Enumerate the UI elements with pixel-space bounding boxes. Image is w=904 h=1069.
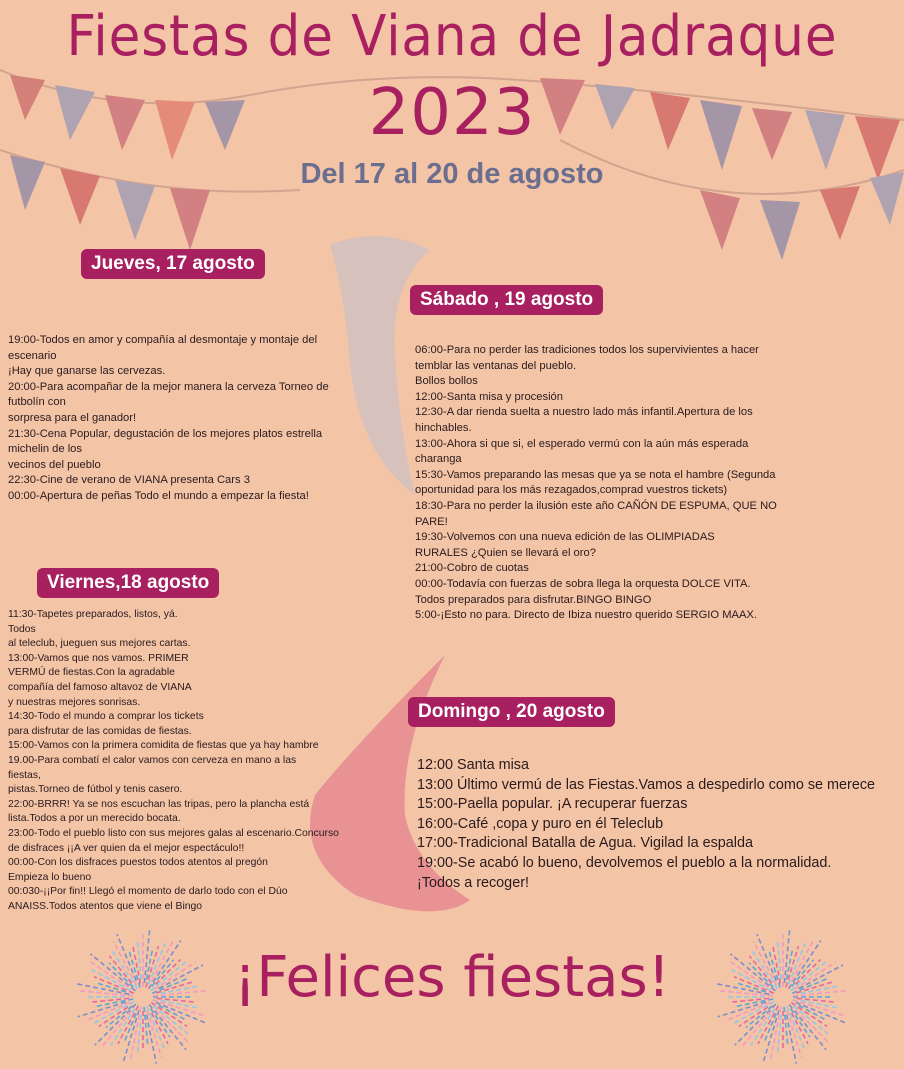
schedule-line: de disfraces ¡¡A ver quien da el mejor espectáculo!! xyxy=(8,842,245,854)
schedule-line: charanga xyxy=(415,453,462,466)
firework-ray xyxy=(794,1006,828,1034)
schedule-line: 19:00-Se acabó lo bueno, devolvemos el pueblo a la normalidad. xyxy=(417,854,832,871)
schedule-line: 15:30-Vamos preparando las mesas que ya se nota el hambre (Segunda xyxy=(415,468,776,481)
day-header-saturday: Sábado , 19 agosto xyxy=(410,285,603,315)
schedule-line: Todos preparados para disfrutar.BINGO BINGO xyxy=(415,593,652,606)
schedule-line: 18:30-Para no perder la ilusión este año CAÑÓN DE ESPUMA, QUE NO xyxy=(415,499,777,512)
schedule-line: 21:30-Cena Popular, degustación de los mejores platos estrella xyxy=(8,427,323,440)
schedule-line: lista.Todos a por un merecido bocata. xyxy=(8,813,181,825)
schedule-line: 00:00-Con los disfraces puestos todos atentos al pregón xyxy=(8,857,268,869)
schedule-line: 00:030-¡¡Por fin!! Llegó el momento de darlo todo con el Dúo xyxy=(8,886,288,898)
schedule-line: 12:30-A dar rienda suelta a nuestro lado más infantil.Apertura de los xyxy=(415,406,753,419)
schedule-line: 15:00-Vamos con la primera comidita de fiestas que ya hay hambre xyxy=(8,740,319,752)
schedule-line: 22:30-Cine de verano de VIANA presenta Cars 3 xyxy=(8,474,250,487)
schedule-line: VERMÚ de fiestas.Con la agradable xyxy=(8,667,175,679)
schedule-line: 21:00-Cobro de cuotas xyxy=(415,562,529,575)
schedule-line: y nuestras mejores sonrisas. xyxy=(8,696,141,708)
schedule-line: futbolín con xyxy=(8,396,66,409)
date-range-subtitle: Del 17 al 20 de agosto xyxy=(300,158,604,190)
schedule-line: sorpresa para el ganador! xyxy=(8,411,137,424)
schedule-line: 00:00-Apertura de peñas Todo el mundo a empezar la fiesta! xyxy=(8,489,309,502)
schedule-line: 13:00-Vamos que nos vamos. PRIMER xyxy=(8,652,189,664)
schedule-line: 23:00-Todo el pueblo listo con sus mejores galas al escenario.Concurso xyxy=(8,827,339,839)
day-header-sunday: Domingo , 20 agosto xyxy=(408,697,615,727)
schedule-line: Empieza lo bueno xyxy=(8,871,92,883)
firework-ray xyxy=(154,1006,188,1034)
schedule-line: 12:00 Santa misa xyxy=(417,757,529,773)
firework-ray xyxy=(103,1011,132,1046)
day-header-friday: Viernes,18 agosto xyxy=(37,568,219,598)
schedule-line: 13:00-Ahora si que si, el esperado vermú con la aún más esperada xyxy=(415,437,749,450)
schedule-line: 12:00-Santa misa y procesión xyxy=(415,390,564,403)
schedule-line: Bollos bollos xyxy=(415,375,478,388)
schedule-line: oportunidad para los más rezagados,comprad vuestros tickets) xyxy=(415,484,728,497)
firework-ray xyxy=(777,1015,781,1055)
schedule-line: 14:30-Todo el mundo a comprar los tickets xyxy=(8,711,204,723)
schedule-line: 11:30-Tapetes preparados, listos, yá. xyxy=(8,609,178,620)
schedule-line: 5:00-¡Esto no para. Directo de Ibiza nuestro querido SERGIO MAAX. xyxy=(415,609,758,622)
schedule-line: hinchables. xyxy=(415,421,472,434)
schedule-sunday xyxy=(417,756,904,893)
schedule-line: para disfrutar de las comidas de fiestas. xyxy=(8,725,192,737)
schedule-line: PARE! xyxy=(415,515,448,528)
schedule-line: escenario xyxy=(8,349,57,362)
schedule-line: 15:00-Paella popular. ¡A recuperar fuerzas xyxy=(417,796,688,813)
schedule-line: Todos xyxy=(8,623,36,635)
page-title: Fiestas de Viana de Jadraque xyxy=(66,4,838,69)
schedule-line: 17:00-Tradicional Batalla de Agua. Vigilad la espalda xyxy=(417,835,754,852)
schedule-line: 06:00-Para no perder las tradiciones todos los supervivientes a hacer xyxy=(415,344,759,356)
schedule-line: 13:00 Último vermú de las Fiestas.Vamos a despedirlo como se merece xyxy=(417,776,876,793)
schedule-friday xyxy=(8,608,378,914)
firework-ray xyxy=(796,1010,828,1042)
day-header-thursday: Jueves, 17 agosto xyxy=(81,249,265,279)
schedule-line: vecinos del pueblo xyxy=(8,458,101,471)
schedule-line: temblar las ventanas del pueblo. xyxy=(415,359,577,372)
schedule-line: RURALES ¿Quien se llevará el oro? xyxy=(415,546,596,559)
schedule-line: 19.00-Para combatí el calor vamos con cerveza en mano a las xyxy=(8,754,297,766)
schedule-line: compañía del famoso altavoz de VIANA xyxy=(8,681,192,693)
firework-ray xyxy=(743,1011,772,1046)
schedule-thursday xyxy=(8,333,390,505)
schedule-line: 00:00-Todavía con fuerzas de sobra llega la orquesta DOLCE VITA. xyxy=(415,577,751,590)
firework-ray xyxy=(137,1015,141,1055)
page-title-year: 2023 xyxy=(368,76,536,150)
schedule-line: 22:00-BRRR! Ya se nos escuchan las tripas, pero la plancha está xyxy=(8,798,310,810)
schedule-line: al teleclub, jueguen sus mejores cartas. xyxy=(8,638,191,650)
schedule-line: 19:00-Todos en amor y compañía al desmontaje y montaje del xyxy=(8,334,318,346)
schedule-line: pistas.Torneo de fútbol y tenis casero. xyxy=(8,784,183,796)
schedule-line: ANAISS.Todos atentos que viene el Bingo xyxy=(8,900,203,912)
schedule-line: 19:30-Volvemos con una nueva edición de las OLIMPIADAS xyxy=(415,531,715,544)
footer-greeting: ¡Felices fiestas! xyxy=(233,945,671,1010)
firework-ray xyxy=(156,1010,188,1042)
schedule-line: michelin de los xyxy=(8,443,82,456)
schedule-line: ¡Todos a recoger! xyxy=(417,874,529,891)
schedule-line: 20:00-Para acompañar de la mejor manera la cerveza Torneo de xyxy=(8,380,329,393)
schedule-saturday xyxy=(415,343,845,624)
schedule-line: fiestas, xyxy=(8,769,41,781)
schedule-line: 16:00-Café ,copa y puro en él Teleclub xyxy=(417,815,664,832)
schedule-line: ¡Hay que ganarse las cervezas. xyxy=(8,365,166,378)
